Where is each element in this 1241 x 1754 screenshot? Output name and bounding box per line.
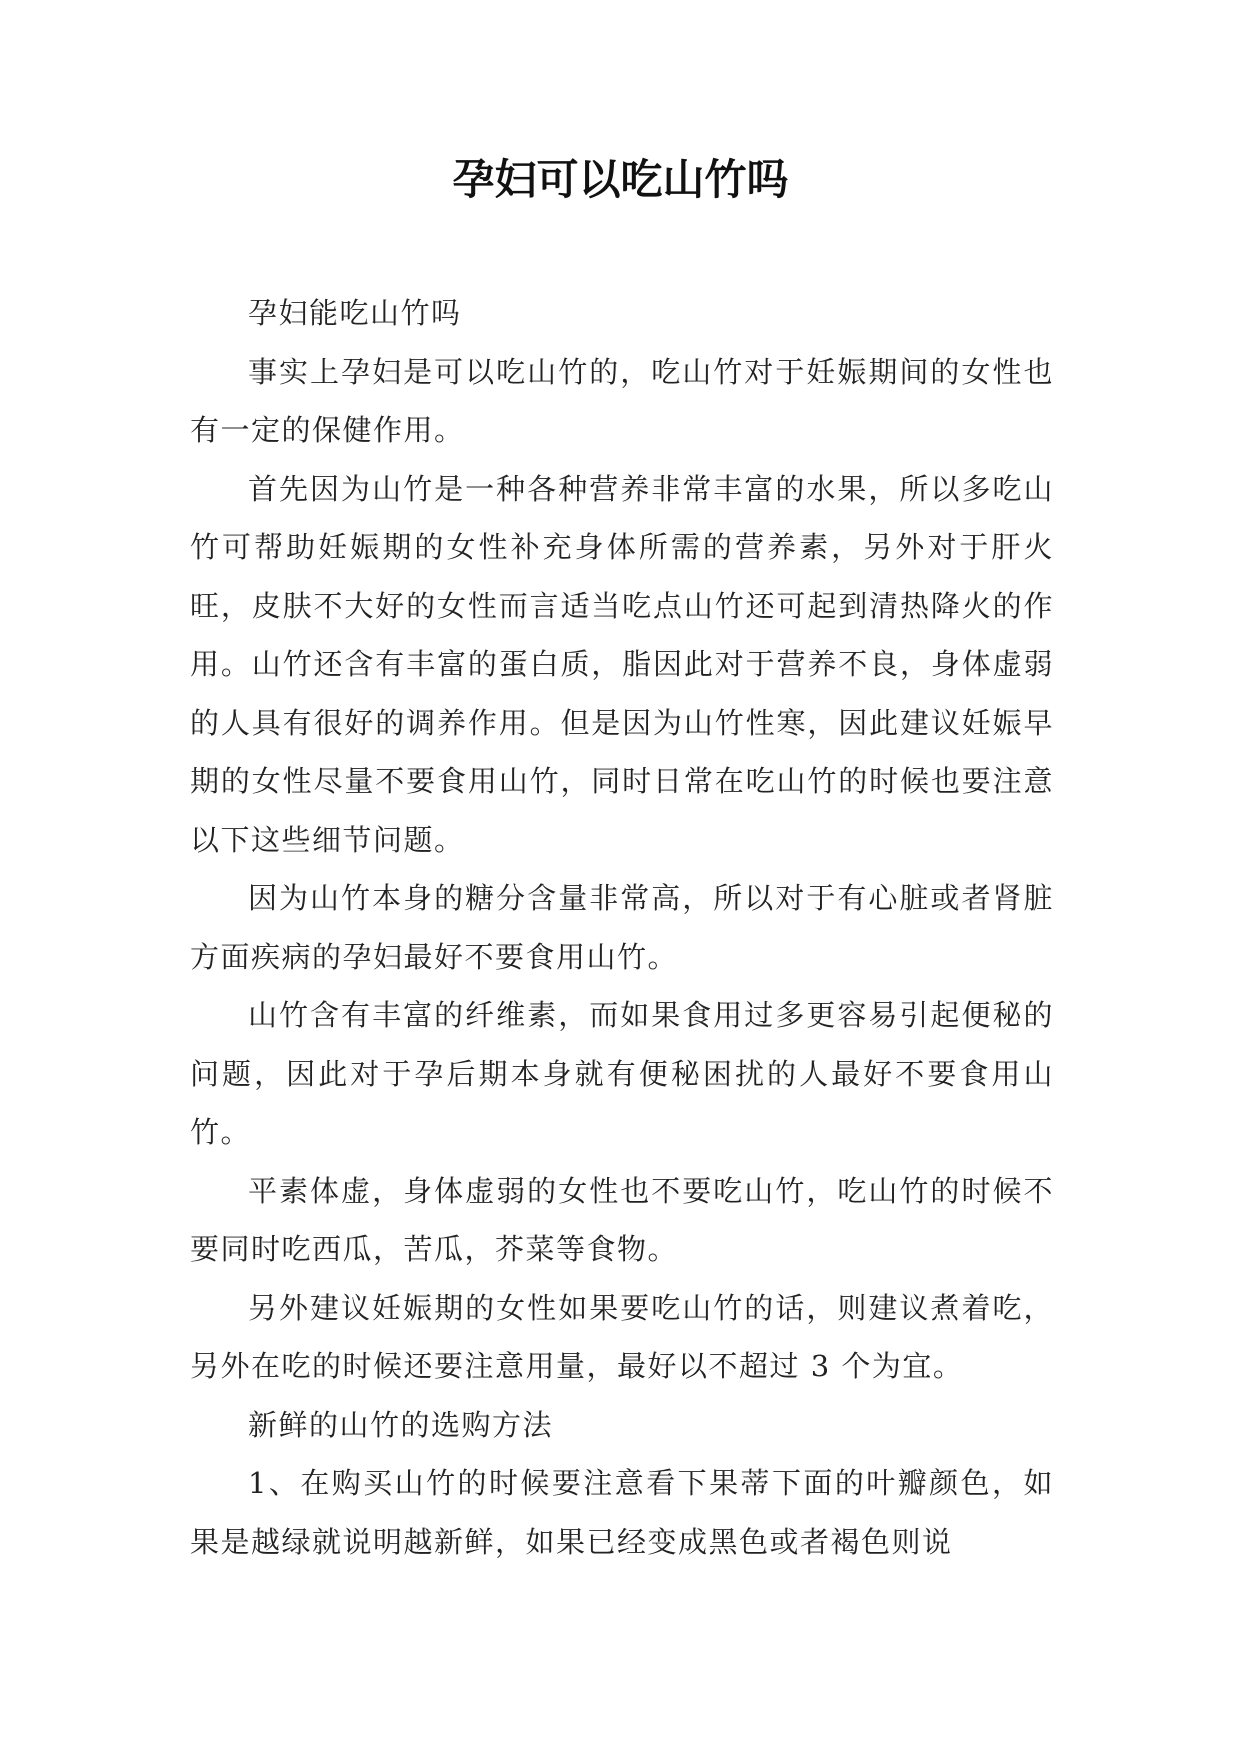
paragraph: 新鲜的山竹的选购方法 xyxy=(248,1407,554,1442)
paragraph: 另外建议妊娠期的女性如果要吃山竹的话，则建议煮着吃，另外在吃的时候还要注意用量，最好以不超过 3 个为宜。 xyxy=(190,1290,1054,1383)
paragraph: 因为山竹本身的糖分含量非常高，所以对于有心脏或者肾脏方面疾病的孕妇最好不要食用山竹。 xyxy=(190,881,1054,974)
paragraph: 事实上孕妇是可以吃山竹的，吃山竹对于妊娠期间的女性也有一定的保健作用。 xyxy=(190,354,1054,447)
paragraph: 首先因为山竹是一种各种营养非常丰富的水果，所以多吃山竹可帮助妊娠期的女性补充身体所需的营养素，另外对于肝火旺，皮肤不大好的女性而言适当吃点山竹还可起到清热降火的作用。山竹还含有丰富的蛋白质，脂因此对于营养不良，身体虚弱的人具有很好的调养作用。但是因为山竹性寒，因此建议妊娠早期的女性尽量不要食用山竹，同时日常在吃山竹的时候也要注意以下这些细节问题。 xyxy=(190,471,1054,857)
document-body xyxy=(190,284,1054,1571)
paragraph: 山竹含有丰富的纤维素，而如果食用过多更容易引起便秘的问题，因此对于孕后期本身就有便秘困扰的人最好不要食用山竹。 xyxy=(190,998,1054,1149)
paragraph: 平素体虚，身体虚弱的女性也不要吃山竹，吃山竹的时候不要同时吃西瓜，苦瓜，芥菜等食物。 xyxy=(190,1173,1054,1266)
paragraph: 孕妇能吃山竹吗 xyxy=(248,296,462,330)
document-title: 孕妇可以吃山竹吗 xyxy=(452,155,789,204)
paragraph: 1、在购买山竹的时候要注意看下果蒂下面的叶瓣颜色，如果是越绿就说明越新鲜，如果已经变成黑色或者褐色则说 xyxy=(190,1466,1054,1559)
